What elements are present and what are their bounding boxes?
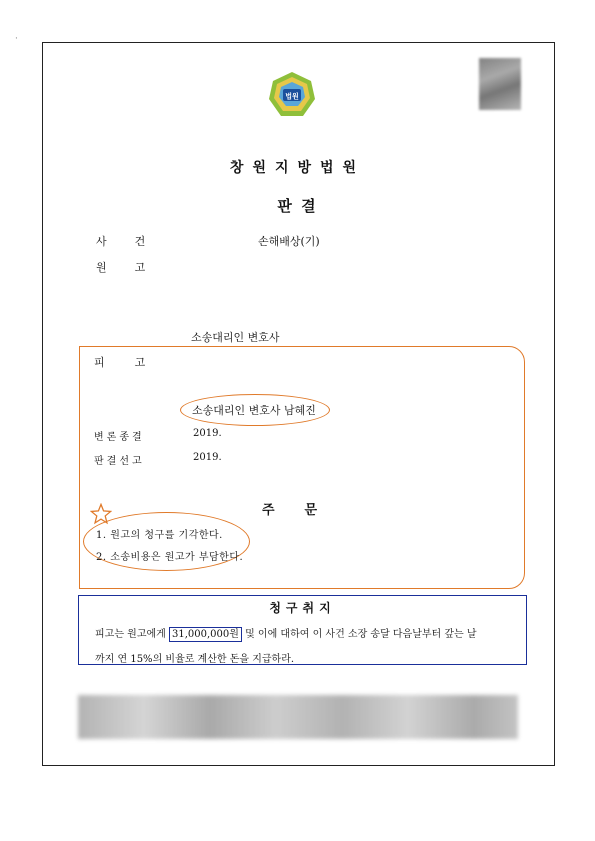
case-value: 손해배상(기) [258, 235, 320, 248]
svg-text:법원: 법원 [285, 92, 299, 101]
claim-line-1 [95, 625, 477, 640]
corner-mark: · [15, 34, 18, 44]
defendant-proxy: 소송대리인 변호사 남혜진 [192, 404, 316, 417]
case-label: 사건 [96, 235, 174, 248]
court-emblem-icon [266, 69, 318, 121]
claim-line-2: 까지 연 15%의 비율로 계산한 돈을 지급하라. [95, 654, 295, 665]
disposition-item: 2. 소송비용은 원고가 부담한다. [96, 552, 244, 563]
plaintiff-label: 원고 [96, 261, 174, 274]
plaintiff-proxy: 소송대리인 변호사 [191, 331, 280, 344]
redacted-block [479, 58, 521, 110]
claim-title: 청구취지 [269, 601, 336, 615]
court-name: 창원지방법원 [229, 160, 366, 176]
claim-text: 피고는 원고에게 [95, 629, 169, 640]
date-value: 2019. [193, 452, 222, 463]
disposition-item: 1. 원고의 청구를 기각한다. [96, 530, 223, 541]
redacted-block [78, 695, 518, 739]
claim-box [78, 595, 527, 665]
claim-amount: 31,000,000원 [169, 627, 242, 642]
document-title: 판 결 [277, 197, 318, 215]
date-value: 2019. [193, 428, 222, 439]
date-label: 변론종결 [94, 432, 145, 443]
claim-text: 및 이에 대하여 이 사건 소장 송달 다음날부터 갚는 날 [241, 629, 477, 640]
disposition-title: 주문 [262, 503, 348, 518]
date-label: 판결선고 [94, 456, 145, 467]
defendant-label: 피고 [94, 356, 176, 369]
